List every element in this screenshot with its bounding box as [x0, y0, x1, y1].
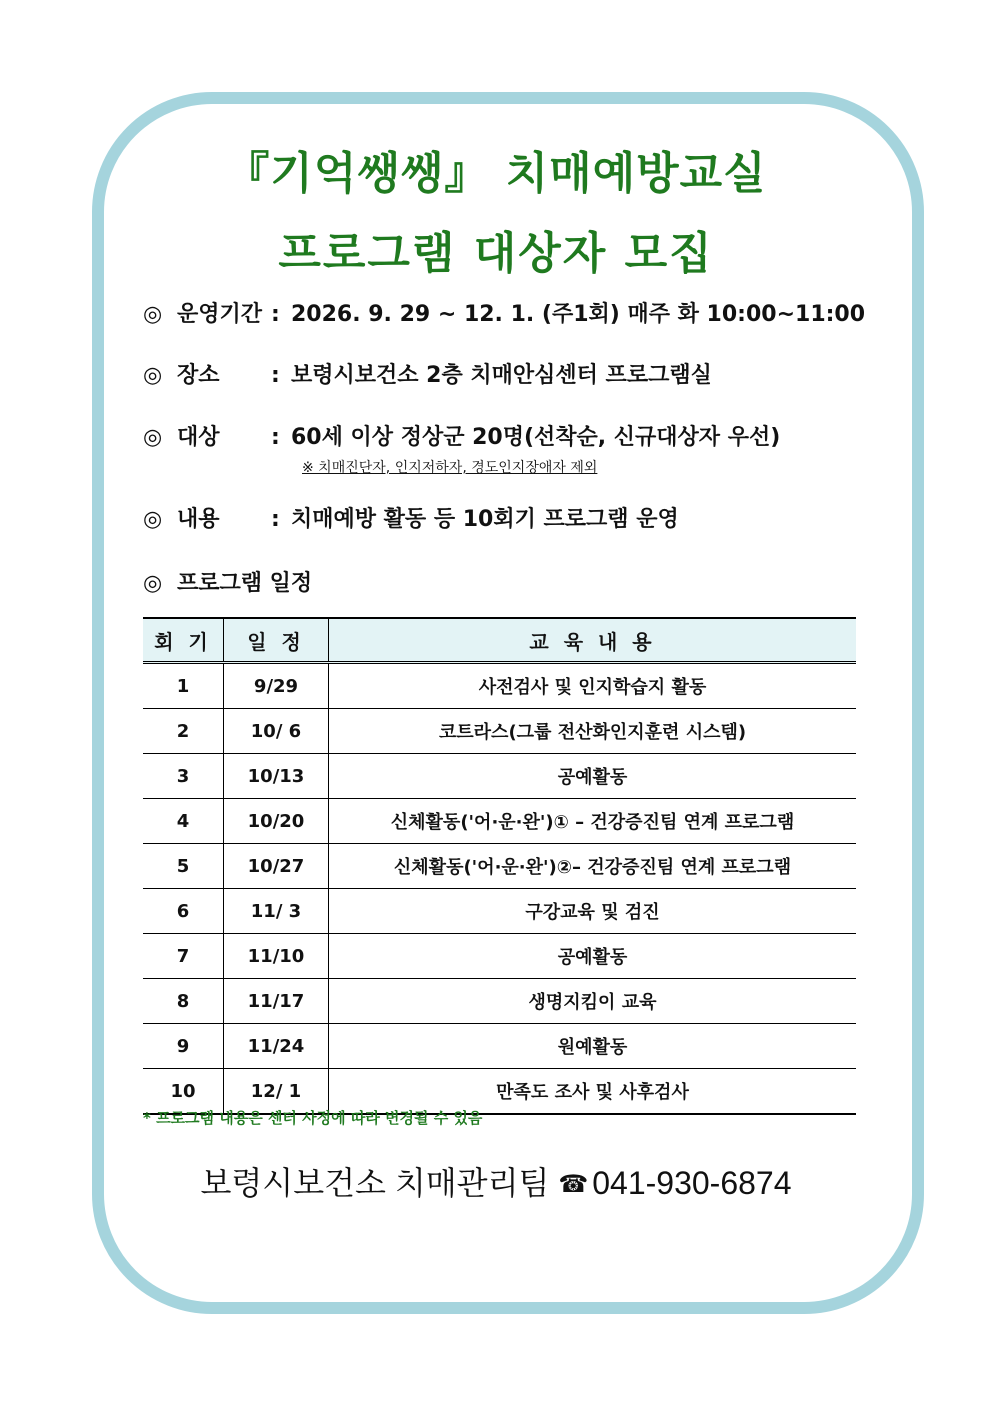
page-title: 『기억쌩쌩』 치매예방교실: [225, 148, 767, 199]
content-cell: 만족도 조사 및 사후검사: [329, 1069, 857, 1115]
contact-phone: 041-930-6874: [592, 1165, 792, 1201]
table-row: [143, 844, 856, 889]
schedule-heading: [143, 566, 312, 597]
content-cell: 원예활동: [329, 1024, 857, 1069]
bullet-mark: ◎: [143, 571, 163, 596]
schedule-table: [143, 617, 856, 1115]
content-cell: 구강교육 및 검진: [329, 889, 857, 934]
session-cell: 10: [143, 1069, 224, 1115]
target-value: 60세 이상 정상군 20명(선착순, 신규대상자 우선): [291, 425, 781, 450]
info-period: [143, 297, 865, 328]
place-value: 보령시보건소 2층 치매안심센터 프로그램실: [291, 363, 712, 388]
bullet-mark: ◎: [143, 302, 163, 327]
session-cell: 8: [143, 979, 224, 1024]
period-value: 2026. 9. 29 ~ 12. 1. (주1회) 매주 화 10:00~11:00: [291, 302, 866, 327]
content-cell: 신체활동('어·운·완')②– 건강증진팀 연계 프로그램: [329, 844, 857, 889]
date-cell: 11/24: [224, 1024, 329, 1069]
content-label: 내용: [177, 507, 220, 532]
date-cell: 10/20: [224, 799, 329, 844]
change-notice: * 프로그램 내용은 센터 사정에 따라 변경될 수 있음: [143, 1109, 483, 1127]
info-content: [143, 502, 679, 533]
place-label: 장소: [177, 363, 220, 388]
header-session: 회 기: [143, 618, 224, 663]
contact-line: [0, 1158, 992, 1204]
colon: :: [271, 363, 280, 388]
content-cell: 사전검사 및 인지학습지 활동: [329, 663, 857, 709]
date-cell: 10/13: [224, 754, 329, 799]
table-row: [143, 709, 856, 754]
target-exclusion-note: ※ 치매진단자, 인지저하자, 경도인지장애자 제외: [302, 460, 598, 476]
session-cell: 2: [143, 709, 224, 754]
period-label: 운영기간: [177, 302, 263, 327]
session-cell: 6: [143, 889, 224, 934]
date-cell: 10/ 6: [224, 709, 329, 754]
table-row: [143, 979, 856, 1024]
colon: :: [271, 302, 280, 327]
date-cell: 12/ 1: [224, 1069, 329, 1115]
date-cell: 11/17: [224, 979, 329, 1024]
table-row: [143, 754, 856, 799]
colon: :: [271, 425, 280, 450]
table-header-row: [143, 618, 856, 663]
content-value: 치매예방 활동 등 10회기 프로그램 운영: [291, 507, 679, 532]
date-cell: 10/27: [224, 844, 329, 889]
content-cell: 생명지킴이 교육: [329, 979, 857, 1024]
table-row: [143, 1024, 856, 1069]
colon: :: [271, 507, 280, 532]
session-cell: 9: [143, 1024, 224, 1069]
page-subtitle: 프로그램 대상자 모집: [278, 228, 714, 279]
table-row: [143, 799, 856, 844]
table-row: [143, 889, 856, 934]
content-cell: 공예활동: [329, 934, 857, 979]
info-target: [143, 420, 780, 451]
info-place: [143, 358, 712, 389]
header-date: 일 정: [224, 618, 329, 663]
table-row: [143, 663, 856, 709]
date-cell: 11/ 3: [224, 889, 329, 934]
bullet-mark: ◎: [143, 363, 163, 388]
contact-org: 보령시보건소 치매관리팀: [200, 1165, 550, 1201]
session-cell: 3: [143, 754, 224, 799]
date-cell: 11/10: [224, 934, 329, 979]
table-row: [143, 934, 856, 979]
content-cell: 공예활동: [329, 754, 857, 799]
target-label: 대상: [177, 425, 220, 450]
bullet-mark: ◎: [143, 425, 163, 450]
schedule-heading-text: 프로그램 일정: [177, 571, 313, 596]
bullet-mark: ◎: [143, 507, 163, 532]
session-cell: 5: [143, 844, 224, 889]
header-content: 교 육 내 용: [329, 618, 857, 663]
phone-icon: ☎: [558, 1171, 589, 1198]
date-cell: 9/29: [224, 663, 329, 709]
session-cell: 4: [143, 799, 224, 844]
content-cell: 신체활동('어·운·완')① – 건강증진팀 연계 프로그램: [329, 799, 857, 844]
content-cell: 코트라스(그룹 전산화인지훈련 시스템): [329, 709, 857, 754]
session-cell: 1: [143, 663, 224, 709]
session-cell: 7: [143, 934, 224, 979]
